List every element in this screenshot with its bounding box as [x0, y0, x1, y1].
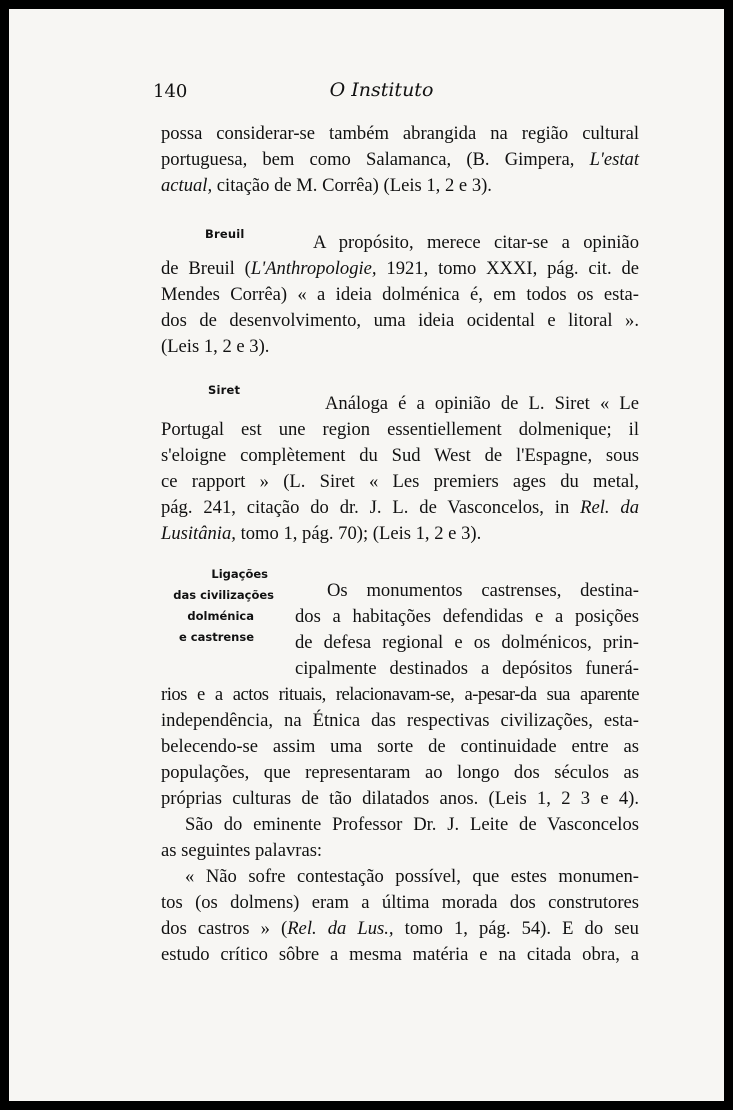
text-line: dos castros » (Rel. da Lus., tomo 1, pág. 54). E do seu — [161, 918, 639, 939]
text-line: próprias culturas de tão dilatados anos. (Leis 1, 2 3 e 4). — [161, 788, 639, 809]
text-line: portuguesa, bem como Salamanca, (B. Gimpera, L'estat — [161, 149, 639, 170]
paragraph-siret — [161, 391, 639, 547]
text-line: possa considerar-se também abrangida na região cultural — [161, 123, 639, 144]
text-line: cipalmente destinados a depósitos funerá- — [295, 658, 639, 679]
text-line: São do eminente Professor Dr. J. Leite de Vasconcelos — [185, 814, 639, 835]
paragraph-ligacoes — [161, 578, 639, 812]
text-line: populações, que representaram ao longo dos séculos as — [161, 762, 639, 783]
text-line: (Leis 1, 2 e 3). — [161, 336, 270, 357]
margin-note-breuil: Breuil — [205, 227, 245, 241]
text-line: rios e a actos rituais, relacionavam-se, a-pesar-da sua aparente — [161, 684, 639, 705]
paragraph-breuil — [161, 230, 639, 360]
text-line: tos (os dolmens) eram a última morada dos construtores — [161, 892, 639, 913]
text-line: s'eloigne complètement du Sud West de l'Espagne, sous — [161, 445, 639, 466]
margin-note-ligacoes-line: dolménica — [187, 609, 254, 623]
text-line: A propósito, merece citar-se a opinião — [313, 232, 639, 253]
text-line: ce rapport » (L. Siret « Les premiers ages du metal, — [161, 471, 639, 492]
paragraph-vasconcelos — [161, 812, 639, 864]
text-line: Os monumentos castrenses, destina- — [327, 580, 639, 601]
book-page — [9, 9, 724, 1101]
paragraph-quote — [161, 864, 639, 968]
text-line: de defesa regional e os dolménicos, prin- — [295, 632, 639, 653]
page-header — [9, 77, 724, 107]
margin-note-ligacoes-line: e castrense — [178, 630, 254, 644]
margin-note-ligacoes-line: das civilizações — [173, 588, 274, 602]
text-line: de Breuil (L'Anthropologie, 1921, tomo XXXI, pág. cit. de — [161, 258, 639, 279]
text-line: estudo crítico sôbre a mesma matéria e na citada obra, a — [161, 944, 639, 965]
text-line: dos a habitações defendidas e a posições — [295, 606, 639, 627]
running-title: O Instituto — [329, 79, 434, 101]
text-line: as seguintes palavras: — [161, 840, 323, 861]
text-line: pág. 241, citação do dr. J. L. de Vasconcelos, in Rel. da — [161, 497, 640, 518]
text-line: Portugal est une region essentiellement dolmenique; il — [161, 419, 639, 440]
text-line: Mendes Corrêa) « a ideia dolménica é, em todos os esta- — [161, 284, 639, 305]
paragraph-1 — [161, 121, 639, 199]
text-line: Lusitânia, tomo 1, pág. 70); (Leis 1, 2 e 3). — [161, 523, 482, 544]
text-line: dos de desenvolvimento, uma ideia ocidental e litoral ». — [161, 310, 639, 331]
text-line: « Não sofre contestação possível, que estes monumen- — [185, 866, 639, 887]
margin-note-ligacoes-line: Ligações — [211, 567, 268, 581]
margin-note-siret: Siret — [208, 383, 241, 397]
text-line: actual, citação de M. Corrêa) (Leis 1, 2 e 3). — [161, 175, 492, 196]
page-number: 140 — [153, 81, 188, 102]
text-line: belecendo-se assim uma sorte de continuidade entre as — [161, 736, 639, 757]
text-line: Análoga é a opinião de L. Siret « Le — [325, 393, 639, 414]
text-line: independência, na Étnica das respectivas civilizações, esta- — [161, 710, 639, 731]
body-text — [161, 121, 639, 968]
